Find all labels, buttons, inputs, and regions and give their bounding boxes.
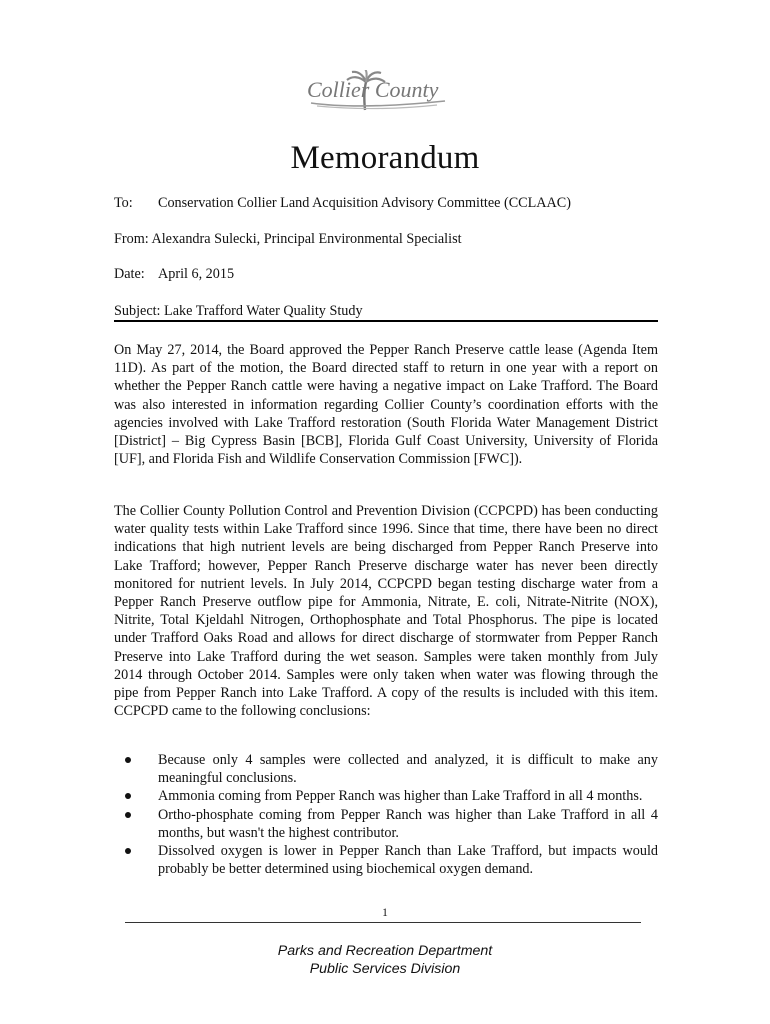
- bullet-icon: [125, 848, 131, 854]
- header-divider: [114, 320, 658, 322]
- body-paragraph-2: The Collier County Pollution Control and Prevention Division (CCPCPD) has been conducting water quality tests within Lake Trafford since 1996. Since that time, there have been no direct indications that high nutrient levels are being discharged from Pepper Ranch Preserve into Lake Trafford; however, Pepper Ranch Preserve discharge water has never been directly monitored for nutrient levels. In July 2014, CCPCPD began testing discharge water from a Pepper Ranch Preserve outflow pipe for Ammonia, Nitrate, E. coli, Nitrate-Nitrite (NOX), Nitrite, Total Kjeldahl Nitrogen, Orthophosphate and Total Phosphorus. The pipe is located under Trafford Oaks Road and allows for direct discharge of stormwater from Pepper Ranch Preserve into Lake Trafford during the wet season. Samples were taken monthly from July 2014 through October 2014. Samples were only taken when water was flowing through the pipe from Pepper Ranch into Lake Trafford. A copy of the results is included with this item. CCPCPD came to the following conclusions:: [114, 503, 658, 720]
- bullet-text: Ammonia coming from Pepper Ranch was higher than Lake Trafford in all 4 months.: [158, 788, 643, 805]
- bullet-icon: [125, 757, 131, 763]
- subject-label: Subject:: [114, 303, 161, 319]
- footer-divider: [125, 922, 641, 923]
- list-item: [158, 842, 658, 878]
- bullet-text: Because only 4 samples were collected and analyzed, it is difficult to make any meaningful conclusions.: [158, 752, 658, 787]
- date-label: Date:: [114, 266, 145, 282]
- bullet-text: Ortho-phosphate coming from Pepper Ranch was higher than Lake Trafford in all 4 months, but wasn't the highest contributor.: [158, 806, 658, 841]
- conclusions-list: [158, 751, 658, 878]
- memo-title: Memorandum: [290, 140, 480, 176]
- page-number: 1: [382, 907, 388, 919]
- from-value: Alexandra Sulecki, Principal Environmental Specialist: [151, 231, 462, 247]
- list-item: [158, 787, 658, 805]
- footer-division: Public Services Division: [309, 961, 461, 977]
- to-value: Conservation Collier Land Acquisition Advisory Committee (CCLAAC): [158, 195, 571, 211]
- date-value: April 6, 2015: [158, 266, 235, 282]
- to-label: To:: [114, 195, 133, 211]
- list-item: [158, 806, 658, 842]
- bullet-icon: [125, 793, 131, 799]
- page-footer: [0, 942, 770, 978]
- from-label: From:: [114, 231, 149, 247]
- collier-county-logo: [297, 70, 459, 112]
- body-paragraph-1: On May 27, 2014, the Board approved the Pepper Ranch Preserve cattle lease (Agenda Item 11D). As part of the motion, the Board directed staff to return in one year with a report on whether the Pepper Ranch cattle were having a negative impact on Lake Trafford. The Board was also interested in information regarding Collier County’s coordination efforts with the agencies involved with Lake Trafford restoration (South Florida Water Management District [District] – Big Cypress Basin [BCB], Florida Gulf Coast University, University of Florida [UF], and Florida Fish and Wildlife Conservation Commission [FWC]).: [114, 342, 658, 468]
- memo-subject-line: [114, 302, 363, 320]
- subject-value: Lake Trafford Water Quality Study: [164, 303, 363, 319]
- memo-date-line: [114, 265, 234, 283]
- memo-to-line: [114, 194, 571, 212]
- list-item: [158, 751, 658, 787]
- footer-department: Parks and Recreation Department: [277, 943, 493, 959]
- bullet-text: Dissolved oxygen is lower in Pepper Ranch than Lake Trafford, but impacts would probably be better determined using biochemical oxygen demand.: [158, 843, 658, 878]
- memo-from-line: [114, 230, 462, 248]
- logo-wordmark: Collier County: [307, 77, 439, 102]
- bullet-icon: [125, 812, 131, 818]
